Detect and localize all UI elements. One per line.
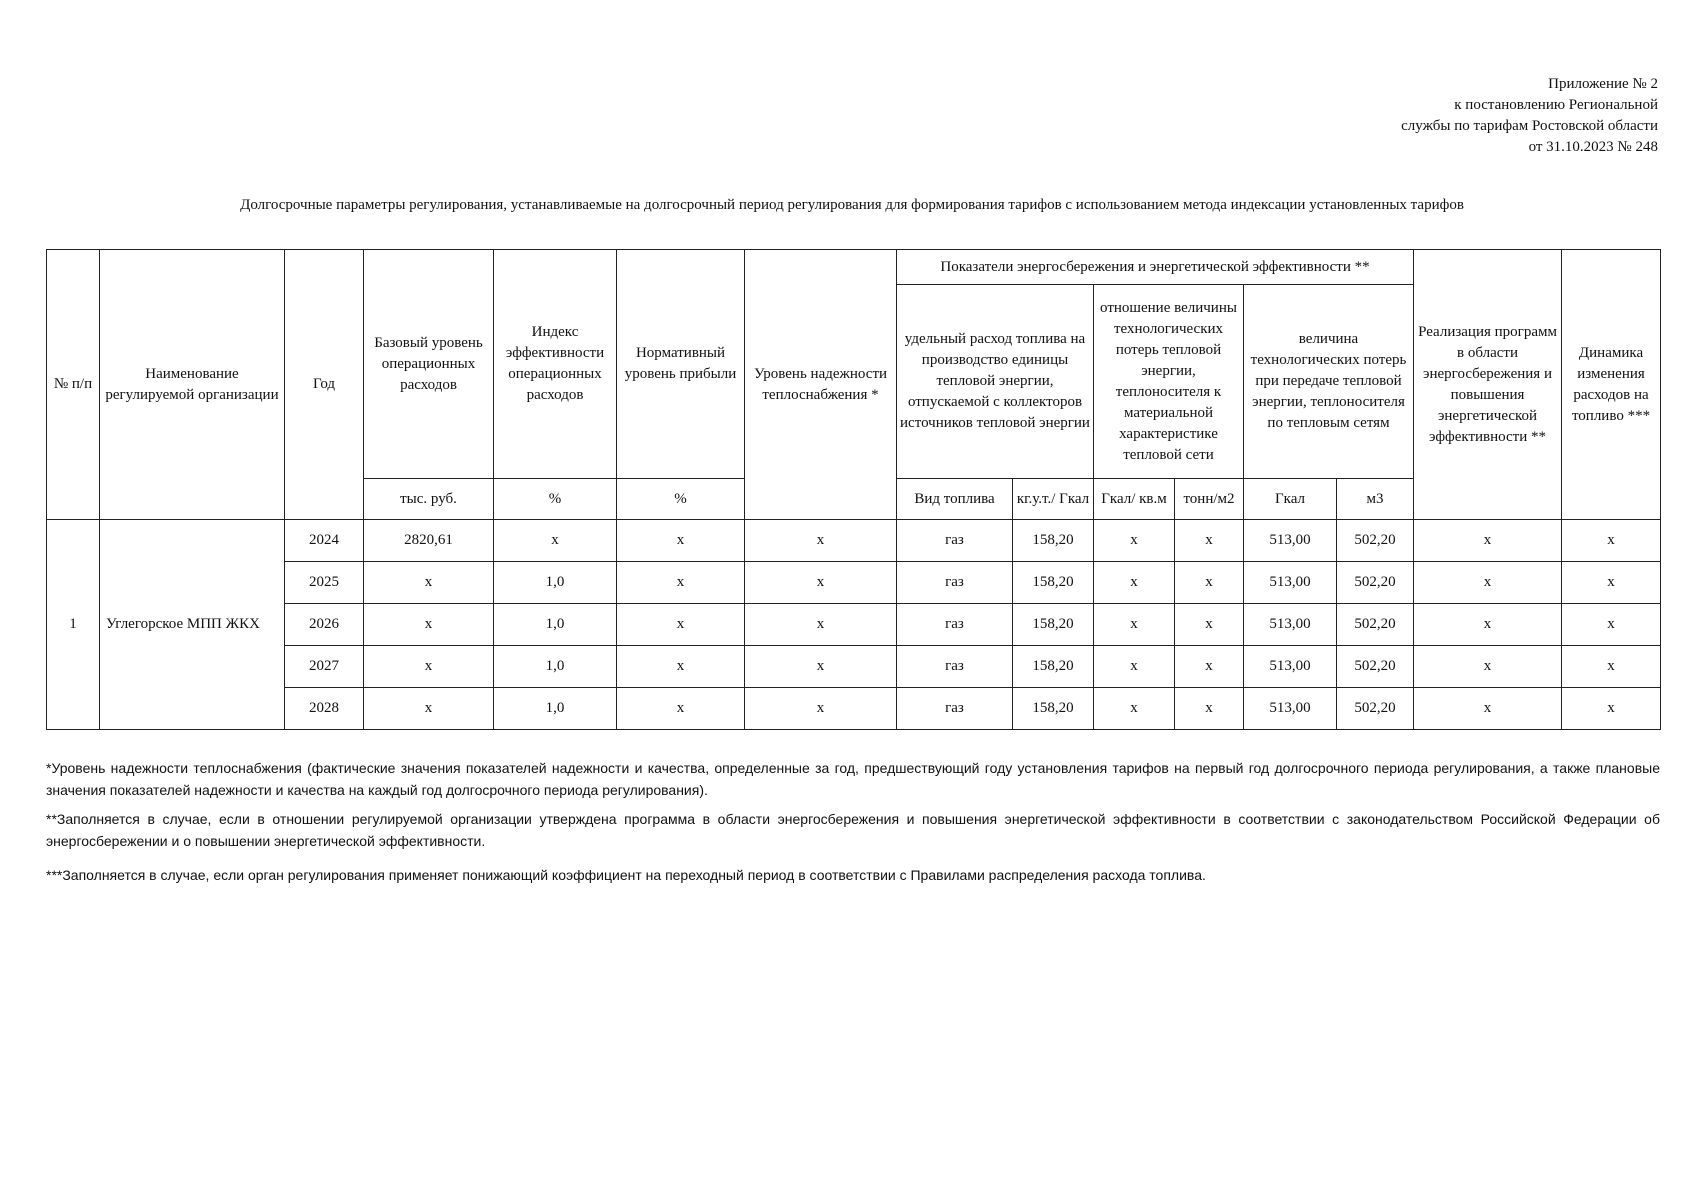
unit-fuel-rate: кг.у.т./ Гкал bbox=[1013, 479, 1094, 520]
cell-reliability: х bbox=[745, 688, 897, 730]
cell-dynamics: х bbox=[1562, 688, 1661, 730]
cell-base: х bbox=[364, 646, 494, 688]
table-row bbox=[47, 646, 1661, 688]
unit-index: % bbox=[494, 479, 617, 520]
cell-year: 2025 bbox=[285, 562, 364, 604]
cell-profit: х bbox=[617, 520, 745, 562]
annex-line: службы по тарифам Ростовской области bbox=[1401, 118, 1658, 134]
cell-loss-ratio-2: х bbox=[1175, 520, 1244, 562]
unit-loss-t-m2: тонн/м2 bbox=[1175, 479, 1244, 520]
cell-base: 2820,61 bbox=[364, 520, 494, 562]
cell-loss-ratio-2: х bbox=[1175, 604, 1244, 646]
cell-base: х bbox=[364, 562, 494, 604]
cell-program: х bbox=[1414, 646, 1562, 688]
document-title: Долгосрочные параметры регулирования, устанавливаемые на долгосрочный период регулирования для формирования тарифов с использованием метода индексации установленных тарифов bbox=[240, 197, 1464, 213]
cell-loss-ratio-2: х bbox=[1175, 562, 1244, 604]
cell-fuel-rate: 158,20 bbox=[1013, 520, 1094, 562]
cell-profit: х bbox=[617, 562, 745, 604]
annex-line: к постановлению Региональной bbox=[1454, 97, 1658, 113]
col-header-dynamics: Динамика изменения расходов на топливо *** bbox=[1562, 250, 1661, 520]
cell-loss-ratio-1: х bbox=[1094, 646, 1175, 688]
cell-profit: х bbox=[617, 604, 745, 646]
footnote-fuel-dynamics: ***Заполняется в случае, если орган регулирования применяет понижающий коэффициент на переходный период в соответствии с Правилами распределения расхода топлива. bbox=[46, 867, 1206, 883]
cell-dynamics: х bbox=[1562, 604, 1661, 646]
col-header-index: Индекс эффективности операционных расходов bbox=[494, 250, 617, 479]
cell-fuel: газ bbox=[897, 688, 1013, 730]
unit-profit: % bbox=[617, 479, 745, 520]
parameters-table bbox=[46, 249, 1661, 730]
org-name: Углегорское МПП ЖКХ bbox=[100, 520, 285, 730]
cell-loss-ratio-1: х bbox=[1094, 520, 1175, 562]
cell-reliability: х bbox=[745, 604, 897, 646]
col-header-profit: Нормативный уровень прибыли bbox=[617, 250, 745, 479]
org-num: 1 bbox=[47, 520, 100, 730]
cell-index: 1,0 bbox=[494, 688, 617, 730]
col-header-fuel-rate: удельный расход топлива на производство единицы тепловой энергии, отпускаемой с коллекторов источников тепловой энергии bbox=[897, 285, 1094, 479]
col-header-energy-group: Показатели энергосбережения и энергетической эффективности ** bbox=[897, 250, 1414, 285]
cell-program: х bbox=[1414, 520, 1562, 562]
cell-index: 1,0 bbox=[494, 646, 617, 688]
cell-loss-m3: 502,20 bbox=[1337, 562, 1414, 604]
footnote-energy-program: **Заполняется в случае, если в отношении регулируемой организации утверждена программа в области энергосбережения и повышения энергетической эффективности в соответствии с законодательством Российской Федерации об энергосбережении и о повышении энергетической эффективности. bbox=[46, 811, 1660, 849]
cell-fuel-rate: 158,20 bbox=[1013, 604, 1094, 646]
col-header-org: Наименование регулируемой организации bbox=[100, 250, 285, 520]
cell-profit: х bbox=[617, 646, 745, 688]
table-row bbox=[47, 562, 1661, 604]
col-header-num: № п/п bbox=[47, 250, 100, 520]
cell-base: х bbox=[364, 688, 494, 730]
cell-reliability: х bbox=[745, 520, 897, 562]
cell-fuel: газ bbox=[897, 646, 1013, 688]
cell-year: 2026 bbox=[285, 604, 364, 646]
cell-reliability: х bbox=[745, 646, 897, 688]
annex-header bbox=[1401, 74, 1658, 158]
cell-dynamics: х bbox=[1562, 562, 1661, 604]
col-header-loss-value: величина технологических потерь при передаче тепловой энергии, теплоносителя по тепловым сетям bbox=[1244, 285, 1414, 479]
cell-dynamics: х bbox=[1562, 646, 1661, 688]
col-header-loss-ratio: отношение величины технологических потерь тепловой энергии, теплоносителя к материальной характеристике тепловой сети bbox=[1094, 285, 1244, 479]
cell-loss-gcal: 513,00 bbox=[1244, 604, 1337, 646]
cell-loss-m3: 502,20 bbox=[1337, 604, 1414, 646]
cell-loss-m3: 502,20 bbox=[1337, 646, 1414, 688]
cell-loss-gcal: 513,00 bbox=[1244, 646, 1337, 688]
cell-index: 1,0 bbox=[494, 604, 617, 646]
annex-line: Приложение № 2 bbox=[1548, 76, 1658, 92]
annex-line: от 31.10.2023 № 248 bbox=[1528, 139, 1658, 155]
cell-index: 1,0 bbox=[494, 562, 617, 604]
unit-base: тыс. руб. bbox=[364, 479, 494, 520]
cell-loss-ratio-2: х bbox=[1175, 688, 1244, 730]
cell-loss-ratio-1: х bbox=[1094, 604, 1175, 646]
table-row bbox=[47, 688, 1661, 730]
cell-fuel: газ bbox=[897, 520, 1013, 562]
cell-program: х bbox=[1414, 562, 1562, 604]
cell-loss-ratio-1: х bbox=[1094, 562, 1175, 604]
cell-year: 2028 bbox=[285, 688, 364, 730]
header-row-1 bbox=[47, 250, 1661, 285]
cell-program: х bbox=[1414, 604, 1562, 646]
cell-program: х bbox=[1414, 688, 1562, 730]
col-header-base: Базовый уровень операционных расходов bbox=[364, 250, 494, 479]
cell-loss-m3: 502,20 bbox=[1337, 520, 1414, 562]
cell-loss-gcal: 513,00 bbox=[1244, 562, 1337, 604]
unit-fuel-type: Вид топлива bbox=[897, 479, 1013, 520]
cell-loss-gcal: 513,00 bbox=[1244, 520, 1337, 562]
unit-loss-gcal: Гкал bbox=[1244, 479, 1337, 520]
cell-year: 2027 bbox=[285, 646, 364, 688]
cell-base: х bbox=[364, 604, 494, 646]
cell-loss-m3: 502,20 bbox=[1337, 688, 1414, 730]
cell-index: х bbox=[494, 520, 617, 562]
cell-profit: х bbox=[617, 688, 745, 730]
cell-fuel: газ bbox=[897, 604, 1013, 646]
col-header-reliability: Уровень надежности теплоснабжения * bbox=[745, 250, 897, 520]
col-header-program: Реализация программ в области энергосбережения и повышения энергетической эффективности ** bbox=[1414, 250, 1562, 520]
cell-fuel-rate: 158,20 bbox=[1013, 562, 1094, 604]
col-header-year: Год bbox=[285, 250, 364, 520]
cell-fuel: газ bbox=[897, 562, 1013, 604]
cell-year: 2024 bbox=[285, 520, 364, 562]
cell-reliability: х bbox=[745, 562, 897, 604]
cell-fuel-rate: 158,20 bbox=[1013, 646, 1094, 688]
cell-dynamics: х bbox=[1562, 520, 1661, 562]
cell-loss-ratio-2: х bbox=[1175, 646, 1244, 688]
cell-loss-ratio-1: х bbox=[1094, 688, 1175, 730]
footnote-reliability: *Уровень надежности теплоснабжения (фактические значения показателей надежности и качества, определенные за год, предшествующий году установления тарифов на первый год долгосрочного периода регулирования, а также плановые значения показателей надежности и качества на каждый год долгосрочного периода регулирования). bbox=[46, 760, 1660, 798]
table-row bbox=[47, 604, 1661, 646]
cell-fuel-rate: 158,20 bbox=[1013, 688, 1094, 730]
unit-loss-gcal-m: Гкал/ кв.м bbox=[1094, 479, 1175, 520]
table-row bbox=[47, 520, 1661, 562]
unit-loss-m3: м3 bbox=[1337, 479, 1414, 520]
cell-loss-gcal: 513,00 bbox=[1244, 688, 1337, 730]
